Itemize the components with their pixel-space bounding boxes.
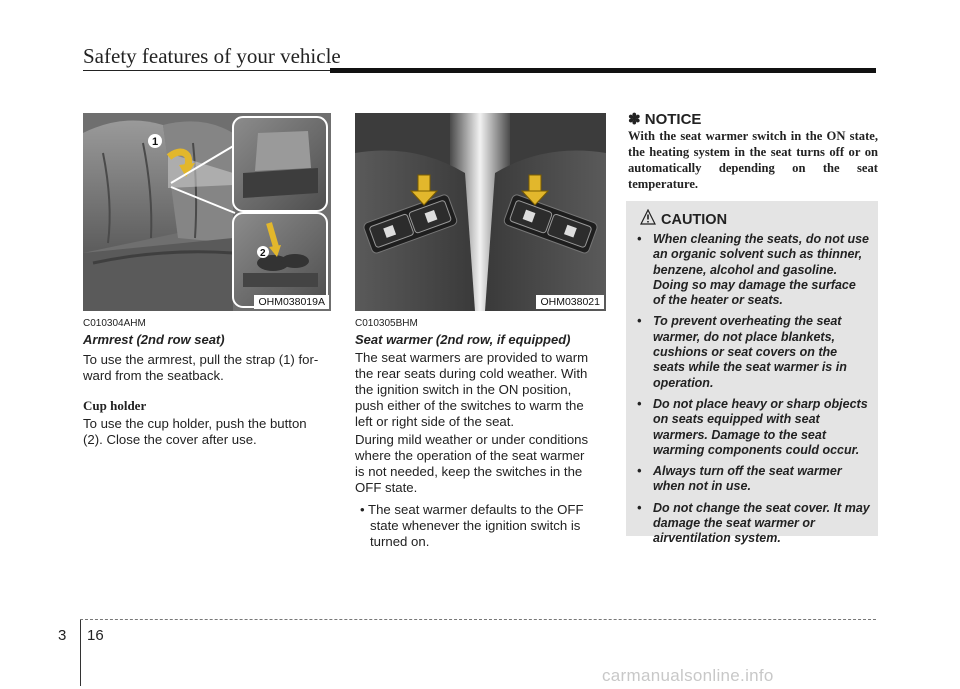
bullet-icon: •: [637, 314, 642, 329]
cup-holder-heading: Cup holder: [83, 398, 147, 413]
caution-item: [636, 464, 870, 495]
section-heading-seat-warmer: Seat warmer (2nd row, if equipped): [355, 332, 571, 347]
header-rule-thick: [330, 68, 876, 73]
caution-item-text: To prevent overheating the seat warmer, do not place blankets, cushions or seat covers on the seats while the seat warmer is in operation.: [653, 314, 847, 390]
seat-warmer-p1-line-4: push either of the switches to warm the: [355, 398, 584, 413]
seat-warmer-paragraph-2: [355, 432, 607, 496]
watermark: carmanualsonline.info: [602, 666, 774, 685]
seat-warmer-illustration: [355, 113, 606, 311]
seat-warmer-bullet: [360, 502, 607, 550]
bullet-icon: •: [637, 500, 642, 515]
notice-title: ✽ NOTICE: [628, 111, 702, 128]
bullet-icon: •: [637, 232, 642, 246]
bullet-icon: •: [637, 464, 642, 479]
seat-warmer-p2-line-1: During mild weather or under conditions: [355, 432, 589, 447]
seat-warmer-p2-line-2: where the operation of the seat warmer: [355, 448, 585, 463]
cup-holder-paragraph: [83, 416, 333, 448]
seat-warmer-bullet-line-3: turned on.: [370, 534, 430, 549]
armrest-line-2: ward from the seatback.: [83, 368, 224, 383]
callout-2: 2: [260, 248, 266, 259]
seat-warmer-bullet-line-1: • The seat warmer defaults to the OFF: [360, 502, 584, 517]
chapter-number: 3: [58, 627, 67, 644]
page-number: 16: [87, 627, 104, 644]
warning-triangle-icon: [640, 209, 656, 225]
section-code: C010304AHM: [83, 318, 146, 329]
cup-holder-line-2: (2). Close the cover after use.: [83, 432, 257, 447]
caution-item: [636, 397, 870, 458]
cup-holder-line-1: To use the cup holder, push the button: [83, 416, 307, 431]
caution-item-text: Do not place heavy or sharp objects on seats equipped with seat warmers. Damage to the seat warming components could occur.: [653, 396, 868, 457]
caution-item: [636, 232, 870, 308]
figure-caption: OHM038019A: [254, 295, 329, 309]
armrest-line-1: To use the armrest, pull the strap (1) for-: [83, 352, 319, 367]
caution-item-text: Always turn off the seat warmer when not in use.: [653, 464, 842, 494]
caution-item-text: Do not change the seat cover. It may damage the seat warmer or airventilation system.: [653, 500, 870, 546]
seat-warmer-p1-line-5: left or right side of the seat.: [355, 414, 515, 429]
seat-warmer-bullet-line-2: state whenever the ignition switch is: [370, 518, 581, 533]
caution-list: [636, 232, 870, 553]
callout-1: 1: [152, 136, 159, 148]
seat-warmer-p1-line-2: the rear seats during cold weather. With: [355, 366, 588, 381]
section-heading-armrest: Armrest (2nd row seat): [83, 332, 225, 347]
seat-warmer-p2-line-3: is not needed, keep the switches in the: [355, 464, 583, 479]
section-code: C010305BHM: [355, 318, 418, 329]
figure-caption: OHM038021: [536, 295, 604, 309]
page-divider: [80, 620, 81, 686]
caution-item: [636, 501, 870, 547]
seat-warmer-p1-line-1: The seat warmers are provided to warm: [355, 350, 589, 365]
seat-warmer-p2-line-4: OFF state.: [355, 480, 418, 495]
seat-warmer-p1-line-3: the ignition switch in the ON position,: [355, 382, 572, 397]
page-header-title: Safety features of your vehicle: [83, 44, 341, 68]
footer-rule: [80, 619, 876, 620]
caution-item-text: When cleaning the seats, do not use an organic solvent such as thinner, benzene, alcohol and gasoline. Doing so may damage the surface of the heater or seats.: [653, 232, 870, 308]
notice-text: With the seat warmer switch in the ON state, the heating system in the seat turns off or on automatically depending on the seat temperature.: [628, 129, 878, 191]
caution-title: CAUTION: [661, 212, 728, 228]
bullet-icon: •: [637, 396, 642, 411]
armrest-illustration: [83, 113, 331, 311]
caution-item: [636, 314, 870, 390]
seat-warmer-paragraph-1: [355, 350, 607, 430]
armrest-paragraph: [83, 352, 333, 384]
seat-warmer-figure: [355, 113, 606, 311]
armrest-figure: [83, 113, 331, 311]
